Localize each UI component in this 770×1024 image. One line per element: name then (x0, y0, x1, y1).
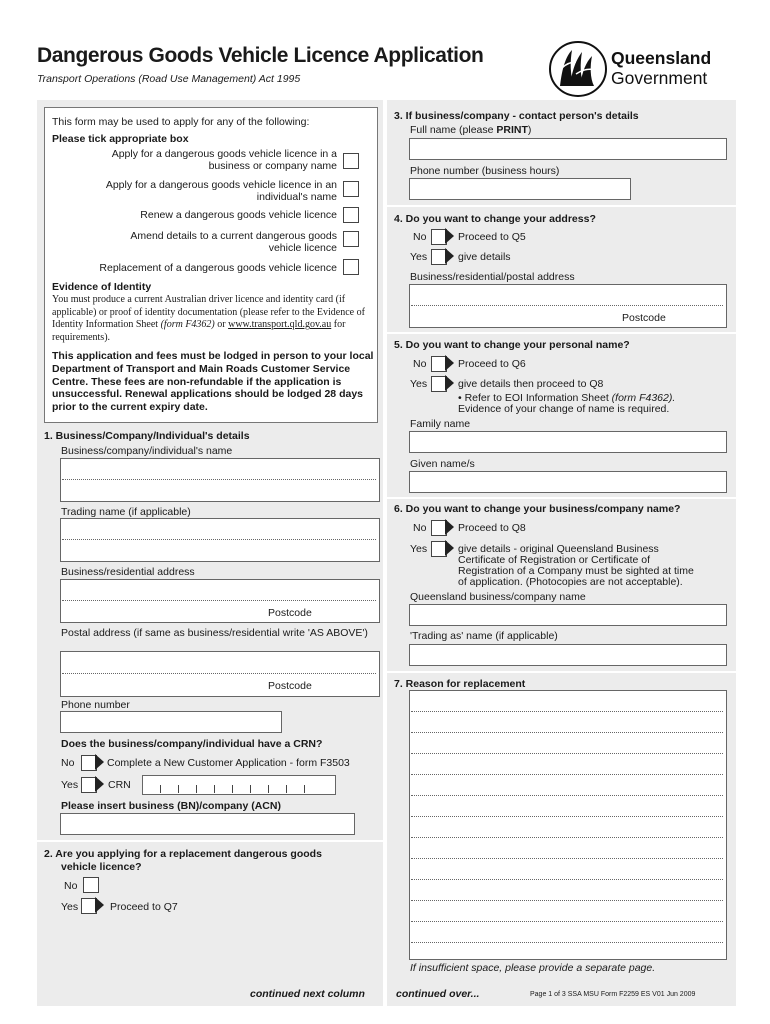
section-2-heading: 2. Are you applying for a replacement dangerous goods (44, 848, 322, 860)
option-renew-label: Renew a dangerous goods vehicle licence (140, 209, 337, 221)
tick-heading: Please tick appropriate box (52, 133, 189, 145)
reason-line (411, 879, 723, 880)
crn-divider (250, 785, 251, 793)
crn-divider (178, 785, 179, 793)
section-6-heading: 6. Do you want to change your business/company name? (394, 503, 681, 515)
intro-line: This form may be used to apply for any of the following: (52, 116, 310, 128)
crn-no-label: No (61, 757, 75, 769)
business-name-label: Business/company/individual's name (61, 445, 233, 457)
qld-company-name-field[interactable] (409, 604, 727, 626)
trading-name-divider (62, 539, 376, 540)
arrow-right-icon (445, 375, 454, 391)
option-replacement-label: Replacement of a dangerous goods vehicle licence (99, 262, 337, 274)
new-address-field[interactable] (409, 284, 727, 328)
arrow-right-icon (95, 754, 104, 770)
section-divider (387, 332, 736, 334)
section-divider (387, 497, 736, 499)
business-name-field[interactable] (60, 458, 380, 502)
trading-name-field[interactable] (60, 518, 380, 562)
section-5-heading: 5. Do you want to change your personal name? (394, 339, 630, 351)
address-yes-text: give details (458, 251, 511, 263)
option-amend-label: Amend details to a current dangerous goods (130, 230, 337, 242)
trading-name-label: Trading name (if applicable) (61, 506, 191, 518)
option-amend-label-2: vehicle licence (268, 242, 337, 254)
section-divider (387, 671, 736, 673)
reason-line (411, 942, 723, 943)
option-replacement-checkbox[interactable] (343, 259, 359, 275)
business-postcode-label: Postcode (268, 607, 312, 619)
contact-fullname-field[interactable] (409, 138, 727, 160)
section-divider (37, 840, 383, 842)
qld-company-name-label: Queensland business/company name (410, 591, 586, 603)
page-subtitle: Transport Operations (Road Use Management) Act 1995 (37, 73, 301, 85)
lodge-notice: This application and fees must be lodged in person to your local Department of Transport and Main Roads Customer Service Centre. These fees are non-refundable if the application is unsuccessful. Renewal applications should be lodged 28 days prior to the current expiry date. (52, 350, 374, 414)
option-business-licence-checkbox[interactable] (343, 153, 359, 169)
option-individual-licence-label: Apply for a dangerous goods vehicle licence in an (105, 179, 337, 191)
bn-acn-field[interactable] (60, 813, 355, 835)
reason-line (411, 921, 723, 922)
crn-divider (286, 785, 287, 793)
name-yes-label: Yes (410, 378, 428, 390)
company-name-no-text: Proceed to Q8 (458, 522, 526, 534)
replacement-yes-label: Yes (61, 901, 79, 913)
reason-line (411, 816, 723, 817)
postal-address-label: Postal address (if same as business/residential write 'AS ABOVE') (61, 627, 368, 639)
page-title: Dangerous Goods Vehicle Licence Application (37, 44, 484, 67)
section-4-heading: 4. Do you want to change your address? (394, 213, 596, 225)
crn-divider (196, 785, 197, 793)
company-name-yes-text-2: Certificate of Registration or Certificate of (458, 554, 650, 566)
company-name-yes-text-3: Registration of a Company must be sighted at time (458, 565, 694, 577)
phone-number-field[interactable] (60, 711, 282, 733)
reason-line (411, 753, 723, 754)
given-names-label: Given name/s (410, 458, 475, 470)
contact-fullname-label: Full name (please PRINT) (410, 124, 532, 136)
arrow-right-icon (445, 355, 454, 371)
crn-yes-label: Yes (61, 779, 79, 791)
bn-acn-label: Please insert business (BN)/company (ACN) (61, 800, 281, 812)
address-yes-label: Yes (410, 251, 428, 263)
option-business-licence-label: Apply for a dangerous goods vehicle licence in a (111, 148, 337, 160)
option-business-licence-label-2: business or company name (208, 160, 337, 172)
reason-line (411, 774, 723, 775)
crn-divider (232, 785, 233, 793)
option-amend-checkbox[interactable] (343, 231, 359, 247)
continued-over: continued over... (396, 988, 480, 1000)
arrow-right-icon (445, 540, 454, 556)
option-individual-licence-checkbox[interactable] (343, 181, 359, 197)
reason-line (411, 795, 723, 796)
reason-field[interactable] (409, 690, 727, 960)
business-address-divider (62, 600, 376, 601)
company-name-yes-text-4: of application. (Photocopies are not acceptable). (458, 576, 683, 588)
arrow-right-icon (95, 897, 104, 913)
arrow-right-icon (445, 519, 454, 535)
contact-phone-label: Phone number (business hours) (410, 165, 560, 177)
crn-divider (214, 785, 215, 793)
reason-line (411, 900, 723, 901)
section-3-heading: 3. If business/company - contact person's details (394, 110, 639, 122)
section-7-heading: 7. Reason for replacement (394, 678, 526, 690)
address-no-label: No (413, 231, 427, 243)
phone-number-label: Phone number (61, 699, 130, 711)
option-renew-checkbox[interactable] (343, 207, 359, 223)
option-individual-licence-label-2: individual's name (256, 191, 337, 203)
business-address-label: Business/residential address (61, 566, 195, 578)
family-name-label: Family name (410, 418, 471, 430)
eoi-bullet-2: Evidence of your change of name is required. (458, 403, 670, 415)
replacement-no-checkbox[interactable] (83, 877, 99, 893)
company-name-yes-label: Yes (410, 543, 428, 555)
business-address-field[interactable] (60, 579, 380, 623)
new-address-divider (411, 305, 723, 306)
evidence-heading: Evidence of Identity (52, 281, 152, 293)
address-no-text: Proceed to Q5 (458, 231, 526, 243)
reason-line (411, 858, 723, 859)
crn-input[interactable] (142, 775, 336, 795)
new-address-postcode-label: Postcode (622, 312, 666, 324)
contact-phone-field[interactable] (409, 178, 631, 200)
arrow-right-icon (95, 776, 104, 792)
section-1-heading: 1. Business/Company/Individual's details (44, 430, 250, 442)
arrow-right-icon (445, 228, 454, 244)
reason-line (411, 711, 723, 712)
eoi-bullet: • Refer to EOI Information Sheet (form F4362). (458, 392, 676, 404)
trading-as-field[interactable] (409, 644, 727, 666)
replacement-yes-text: Proceed to Q7 (110, 901, 178, 913)
crn-divider (160, 785, 161, 793)
company-name-no-label: No (413, 522, 427, 534)
postal-address-field[interactable] (60, 651, 380, 697)
family-name-field[interactable] (409, 431, 727, 453)
evidence-text: You must produce a current Australian driver licence and identity card (if applicable) or proof of identity documentation (please refer to the Evidence of Identity Information Sheet (form F4362) or www.transport.qld.gov.au for requirements). (52, 294, 365, 343)
given-names-field[interactable] (409, 471, 727, 493)
new-address-label: Business/residential/postal address (410, 271, 575, 283)
crn-question: Does the business/company/individual have a CRN? (61, 738, 323, 750)
logo-text-queensland: Queensland (611, 48, 712, 68)
section-2-heading-2: vehicle licence? (61, 861, 142, 873)
section-divider (387, 205, 736, 207)
name-yes-text: give details then proceed to Q8 (458, 378, 604, 390)
page-info: Page 1 of 3 SSA MSU Form F2259 ES V01 Jun 2009 (530, 991, 696, 998)
crn-label: CRN (108, 779, 131, 791)
arrow-right-icon (445, 248, 454, 264)
replacement-no-label: No (64, 880, 78, 892)
transport-link[interactable]: www.transport.qld.gov.au (228, 319, 332, 331)
postal-address-divider (62, 673, 376, 674)
reason-line (411, 732, 723, 733)
postal-postcode-label: Postcode (268, 680, 312, 692)
name-no-label: No (413, 358, 427, 370)
crn-divider (304, 785, 305, 793)
continued-next-column: continued next column (250, 988, 365, 1000)
logo-text-government: Government (611, 68, 708, 88)
trading-as-label: 'Trading as' name (if applicable) (410, 630, 558, 642)
crn-divider (268, 785, 269, 793)
company-name-yes-text: give details - original Queensland Business (458, 543, 659, 555)
separate-page-note: If insufficient space, please provide a separate page. (410, 962, 656, 974)
business-name-divider (62, 479, 376, 480)
reason-line (411, 837, 723, 838)
name-no-text: Proceed to Q6 (458, 358, 526, 370)
crn-no-text: Complete a New Customer Application - form F3503 (107, 757, 350, 769)
